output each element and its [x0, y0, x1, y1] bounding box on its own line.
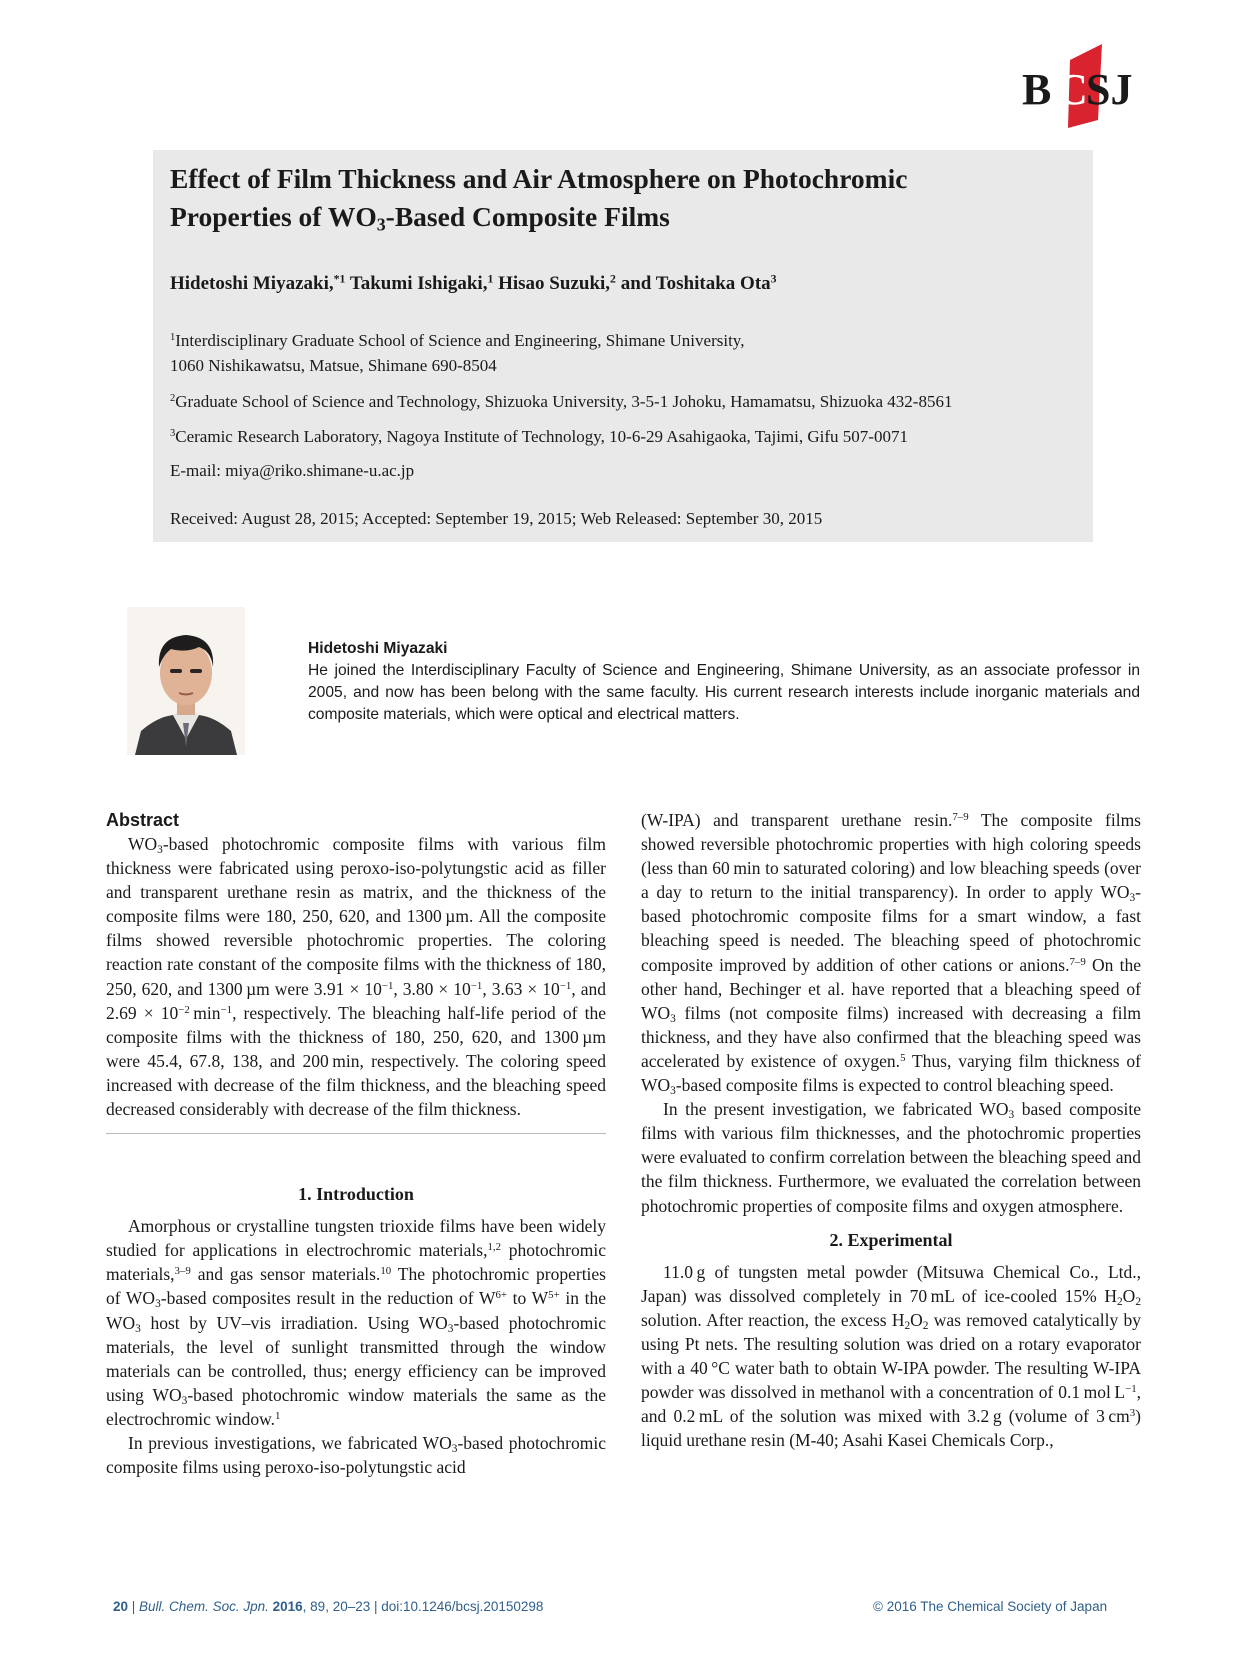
- abstract-divider: [106, 1133, 606, 1134]
- affiliation-3: $^3$Ceramic Research Laboratory, Nagoya Institute of Technology, 10-6-29 Asahigaoka, Tajimi, Gifu 507-0071: [170, 427, 908, 446]
- experimental-paragraph: 11.0 g of tungsten metal powder (Mitsuwa Chemical Co., Ltd., Japan) was dissolved completely in 70 mL of ice-cooled 15% $H_2O_2$ solution. After reaction, the excess $H_2O_2$ was removed catalytically by using Pt nets. The resulting solution was dried on a rotary evaporator with a 40 °C water bath to obtain W-IPA powder. The resulting W-IPA powder was dissolved in methanol with a concentration of 0.1 mol $L^{-1}$, and 0.2 mL of the solution was mixed with 3.2 g (volume of 3 $cm^3$) liquid urethane resin (M-40; Asahi Kasei Chemicals Corp.,: [641, 1261, 1141, 1451]
- footer-copyright: © 2016 The Chemical Society of Japan: [873, 1599, 1108, 1614]
- author: Takumi Ishigaki,$^1$: [349, 272, 494, 294]
- bcsj-logo-icon: [1018, 42, 1138, 128]
- email-address[interactable]: E-mail: miya@riko.shimane-u.ac.jp: [170, 461, 415, 480]
- affiliation-1: $^1$Interdisciplinary Graduate School of Science and Engineering, Shimane University, 1060 Nishikawatsu, Matsue, Shimane 690-8504: [170, 331, 745, 375]
- author-list: [170, 272, 777, 296]
- affiliation-2: $^2$Graduate School of Science and Technology, Shizuoka University, 3-5-1 Johoku, Hamamatsu, Shizuoka 432-8561: [170, 392, 953, 411]
- author-bio: [308, 638, 1140, 726]
- bio-name: Hidetoshi Miyazaki: [308, 640, 448, 657]
- intro-paragraph: Amorphous or crystalline tungsten trioxide films have been widely studied for applications in electrochromic materials,$^{1,2}$ photochromic materials,$^{3-9}$ and gas sensor materials.$^{10}$ The photochromic properties of $WO_3$-based composites result in the reduction of $W^{6+}$ to $W^{5+}$ in the $WO_3$ host by UV–vis irradiation. Using $WO_3$-based photochromic materials, the level of sunlight transmitted through the window materials can be controlled, thus; energy efficiency can be improved using $WO_3$-based photochromic window materials the same as the electrochromic window.$^1$: [106, 1216, 606, 1429]
- logo-letters-sj: SJ: [1086, 65, 1133, 114]
- author-portrait-icon: [127, 607, 245, 755]
- intro-paragraph: In the present investigation, we fabricated $WO_3$ based composite films with various film thicknesses, and the photochromic properties were evaluated to confirm correlation between the bleaching speed and the film thickness. Furthermore, we evaluated the correlation between photochromic properties of composite films and oxygen atmosphere.: [641, 1099, 1141, 1216]
- author: Hidetoshi Miyazaki,$^{*1}$: [170, 272, 346, 294]
- left-column: [106, 808, 606, 1479]
- right-column: [641, 808, 1141, 1452]
- section-heading-introduction: 1. Introduction: [298, 1184, 414, 1205]
- article-title: [170, 160, 1070, 236]
- journal-logo: [1018, 42, 1138, 128]
- logo-letter-c: C: [1056, 65, 1088, 114]
- abstract-text: $WO_3$-based photochromic composite films with various film thickness were fabricated using peroxo-iso-polytungstic acid as filler and transparent urethane resin as matrix, and the thickness of the composite films were 180, 250, 620, and 1300 µm. All the composite films showed reversible photochromic properties. The coloring reaction rate constant of the composite films with the thickness of 180, 250, 620, and 1300 µm were $3.91 \times 10^{-1}$, $3.80 \times 10^{-1}$, $3.63 \times 10^{-1}$, and $2.69 \times 10^{-2}$ $\min^{-1}$, respectively. The bleaching half-life period of the composite films with the thickness of 180, 250, 620, and 1300 µm were 45.4, 67.8, 138, and 200 min, respectively. The coloring speed increased with decrease of the film thickness, and the bleaching speed decreased considerably with decrease of the film thickness.: [106, 834, 606, 1120]
- author: and Toshitaka Ota$^3$: [620, 272, 777, 294]
- intro-paragraph: In previous investigations, we fabricated $WO_3$-based photochromic composite films using peroxo-iso-polytungstic acid: [106, 1432, 606, 1478]
- intro-paragraph: (W-IPA) and transparent urethane resin.$^{7-9}$ The composite films showed reversible photochromic properties with high coloring speeds (less than 60 min to saturated coloring) and low bleaching speeds (over a day to return to the initial transparency). In order to apply $WO_3$-based photochromic composite films for a smart window, a fast bleaching speed is needed. The bleaching speed of photochromic composite improved by addition of other cations or anions.$^{7-9}$ On the other hand, Bechinger et al. have reported that a bleaching speed of $WO_3$ films (not composite films) increased with decreasing a film thickness, and they have also confirmed that the bleaching speed was accelerated by existence of oxygen.$^5$ Thus, varying film thickness of $WO_3$-based composite films is expected to control bleaching speed.: [641, 810, 1142, 1097]
- author-photo: [127, 607, 245, 755]
- logo-letter-b: B: [1022, 65, 1052, 114]
- title-line-1: Effect of Film Thickness and Air Atmosphere on Photochromic: [170, 163, 908, 194]
- abstract-heading: Abstract: [106, 810, 180, 830]
- footer-citation: 20 | Bull. Chem. Soc. Jpn. 2016, 89, 20–23 | doi:10.1246/bcsj.20150298: [113, 1599, 544, 1614]
- section-heading-experimental: 2. Experimental: [829, 1229, 953, 1250]
- article-header: [153, 150, 1093, 542]
- title-line-2: Properties of $WO_3$-Based Composite Films: [170, 201, 670, 235]
- received-dates: Received: August 28, 2015; Accepted: September 19, 2015; Web Released: September 30, 2015: [170, 509, 823, 528]
- author: Hisao Suzuki,$^2$: [498, 272, 616, 294]
- bio-text: He joined the Interdisciplinary Faculty of Science and Engineering, Shimane University, as an associate professor in 2005, and now has been belong with the same faculty. His current research interests include inorganic materials and composite materials, which were optical and electrical matters.: [308, 662, 1140, 723]
